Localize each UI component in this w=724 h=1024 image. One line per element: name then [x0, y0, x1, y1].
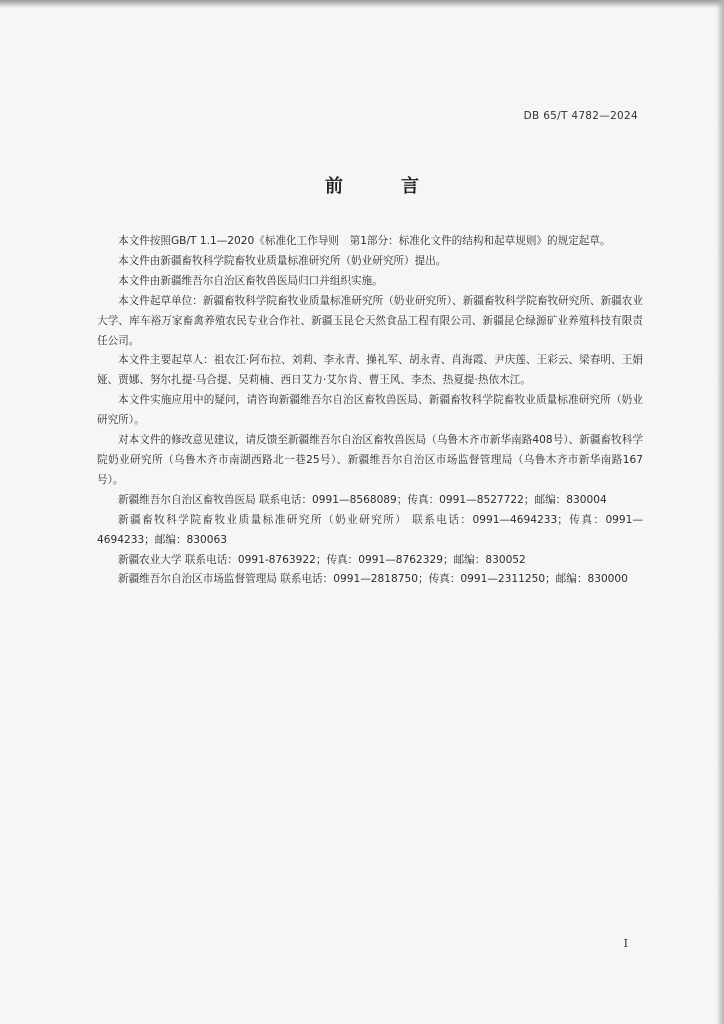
foreword-body — [97, 232, 643, 590]
contact-market-regulation: 新疆维吾尔自治区市场监督管理局 联系电话：0991—2818750；传真：0991—2311250；邮编：830000 — [118, 573, 628, 586]
contact-university: 新疆农业大学 联系电话：0991-8763922；传真：0991—8762329；邮编：830052 — [118, 553, 526, 566]
paragraph-inquiries: 本文件实施应用中的疑问，请咨询新疆维吾尔自治区畜牧兽医局、新疆畜牧科学院畜牧业质量标准研究所（奶业研究所）。 — [97, 394, 643, 427]
standard-code: DB 65/T 4782—2024 — [523, 110, 638, 122]
paragraph-feedback: 对本文件的修改意见建议，请反馈至新疆维吾尔自治区畜牧兽医局（乌鲁木齐市新华南路408号）、新疆畜牧科学院奶业研究所（乌鲁木齐市南湖西路北一巷25号）、新疆维吾尔自治区市场监督管理局（乌鲁木齐市新华南路167 号）。 — [97, 434, 643, 486]
scan-shadow-top — [0, 0, 724, 8]
paragraph-proposer: 本文件由新疆畜牧科学院畜牧业质量标准研究所（奶业研究所）提出。 — [118, 254, 447, 267]
paragraph-drafting-units: 本文件起草单位：新疆畜牧科学院畜牧业质量标准研究所（奶业研究所）、新疆畜牧科学院畜牧研究所、新疆农业大学、库车裕万家畜禽养殖农民专业合作社、新疆玉昆仑天然食品工程有限公司、新疆昆仑绿源矿业养殖科技有限责任公司。 — [97, 294, 643, 347]
contact-bureau: 新疆维吾尔自治区畜牧兽医局 联系电话：0991—8568089；传真：0991—8527722；邮编：830004 — [118, 493, 607, 506]
contact-institute: 新疆畜牧科学院畜牧业质量标准研究所（奶业研究所） 联系电话：0991—4694233；传真：0991—4694233；邮编：830063 — [97, 513, 643, 546]
paragraph-administrator: 本文件由新疆维吾尔自治区畜牧兽医局归口并组织实施。 — [118, 274, 383, 287]
page-title: 前 言 — [325, 176, 439, 197]
page-number: I — [623, 937, 628, 950]
paragraph-drafting-rules: 本文件按照GB/T 1.1—2020《标准化工作导则 第1部分：标准化文件的结构和起草规则》的规定起草。 — [118, 235, 611, 247]
scan-shadow-right — [716, 0, 724, 1024]
paragraph-main-drafters: 本文件主要起草人：祖农江·阿布拉、刘莉、李永青、操礼军、胡永青、肖海霞、尹庆莲、王彩云、梁春明、王娟娅、贾娜、努尔扎提·马合提、吴莉楠、西日艾力·艾尔肯、曹王风、李杰、热夏提·热依木江。 — [97, 354, 643, 387]
